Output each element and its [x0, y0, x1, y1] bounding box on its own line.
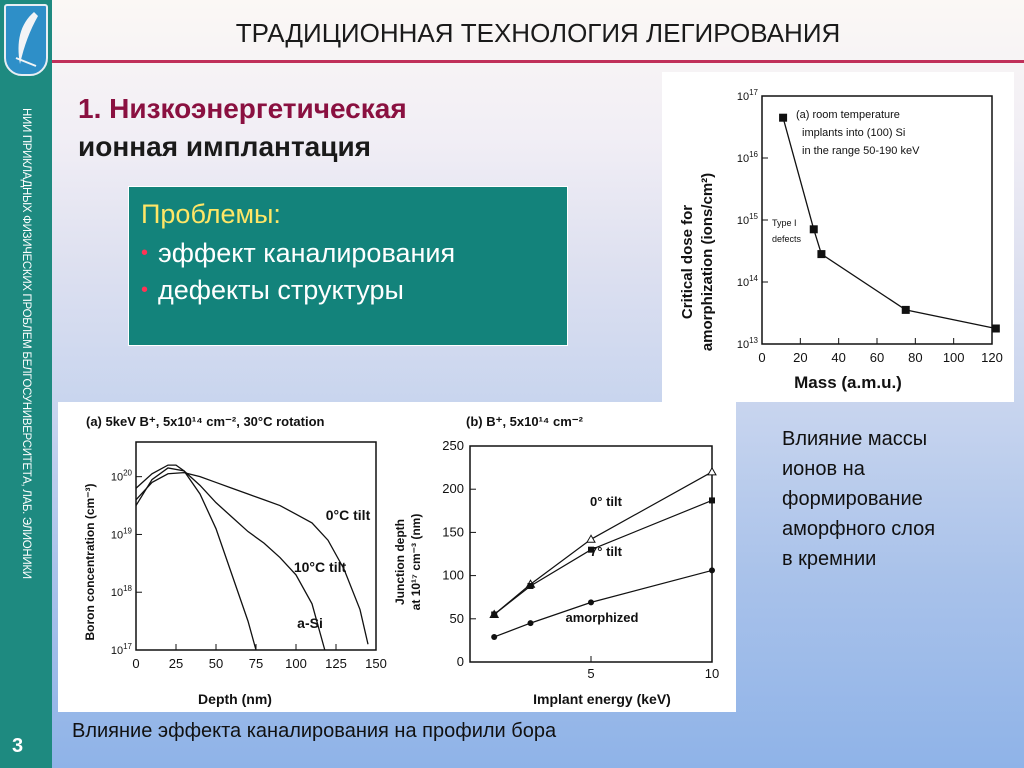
boron-x-tick-label: 100 [285, 656, 307, 671]
mass-y-tick-label: $10^{16}$ [736, 150, 758, 165]
mass-effect-caption [782, 424, 935, 574]
problems-heading: Проблемы: [141, 199, 281, 229]
boron-profile-chart-title: (a) 5keV B⁺, 5x10¹⁴ cm⁻², 30°C rotation [86, 414, 325, 429]
mass-chart-panel [662, 72, 1014, 402]
junction-series-line [494, 570, 712, 637]
junction-data-point [709, 567, 715, 573]
slide-title: ТРАДИЦИОННАЯ ТЕХНОЛОГИЯ ЛЕГИРОВАНИЯ [235, 18, 841, 48]
channeling-effect-caption: Влияние эффекта каналирования на профили бора [72, 720, 557, 742]
junction-data-point [528, 620, 534, 626]
mass-y-tick-label: $10^{15}$ [736, 212, 758, 227]
boron-series-label: 0°C tilt [325, 507, 371, 523]
junction-x-tick-label: 5 [587, 666, 595, 681]
boron-y-tick-label: $10^{20}$ [110, 468, 132, 484]
junction-chart-title: (b) B⁺, 5x10¹⁴ cm⁻² [466, 414, 583, 429]
mass-data-point [779, 114, 787, 122]
feather-emblem-icon [6, 6, 46, 74]
title-divider [52, 60, 1024, 63]
mass-data-point [810, 225, 818, 233]
mass-x-tick-label: 60 [869, 350, 885, 365]
caption-line: формирование [782, 488, 923, 510]
problem-item [141, 275, 555, 306]
mass-x-tick-label: 40 [831, 350, 846, 365]
caption-line: аморфного слоя [782, 518, 936, 540]
mass-x-tick-label: 120 [981, 350, 1003, 365]
caption-line: Влияние массы [782, 428, 928, 450]
boron-x-tick-label: 150 [365, 656, 387, 671]
sidebar-institution-text [14, 108, 38, 660]
defect-label-line: defects [772, 234, 802, 244]
junction-series-label: 0° tilt [590, 494, 622, 509]
junction-data-point [528, 583, 534, 589]
junction-chart-y-label-line: Junction depth [393, 519, 407, 605]
junction-chart-x-label: Implant energy (keV) [533, 691, 671, 707]
boron-y-tick-label: $10^{17}$ [110, 642, 132, 657]
junction-x-tick-label: 10 [704, 666, 720, 681]
sidebar-text: НИИ ПРИКЛАДНЫХ ФИЗИЧЕСКИХ ПРОБЛЕМ БЕЛГОСУНИВЕРСИТЕТА, ЛАБ. ЭЛИОНИКИ [20, 108, 32, 579]
mass-y-tick-label: $10^{17}$ [736, 88, 758, 103]
mass-x-tick-label: 100 [942, 350, 965, 365]
boron-profile-charts [58, 402, 736, 712]
junction-data-point [491, 611, 497, 617]
junction-y-tick-label: 200 [442, 481, 464, 497]
sidebar [0, 0, 52, 768]
boron-y-tick-label: $10^{19}$ [110, 526, 132, 542]
junction-data-point [588, 599, 594, 605]
boron-y-tick-label: $10^{18}$ [110, 584, 132, 600]
mass-chart-annotation-line: implants into (100) Si [802, 127, 906, 139]
caption-line: ионов на [782, 458, 865, 480]
boron-series-line [136, 465, 256, 650]
mass-x-tick-label: 0 [758, 350, 766, 365]
junction-y-tick-label: 50 [449, 610, 464, 626]
boron-x-tick-label: 0 [132, 656, 140, 671]
junction-data-point [587, 535, 595, 542]
boron-x-tick-label: 125 [325, 656, 347, 671]
caption-line: в кремнии [782, 548, 877, 570]
bullet-icon: • [141, 242, 149, 264]
problems-box [128, 186, 568, 346]
junction-chart-y-label-line: at 10¹⁷ cm⁻³ (nm) [409, 513, 423, 611]
junction-y-tick-label: 150 [442, 524, 464, 540]
mass-y-tick-label: $10^{14}$ [736, 274, 758, 289]
mass-chart-annotation-line: in the range 50-190 keV [802, 145, 920, 157]
problem-item-label: эффект каналирования [158, 238, 456, 268]
boron-charts-panel [58, 402, 736, 712]
junction-data-point [709, 497, 715, 503]
boron-series-label: 10°C tilt [293, 559, 347, 575]
problem-item-label: дефекты структуры [158, 275, 404, 305]
junction-y-tick-label: 250 [442, 438, 464, 453]
mass-y-tick-label: $10^{13}$ [736, 336, 758, 351]
subtitle-line-1: 1. Низкоэнергетическая [78, 93, 407, 124]
mass-chart-y-label-line: Critical dose for [679, 204, 696, 320]
junction-y-tick-label: 100 [442, 567, 464, 583]
bullet-icon: • [141, 279, 149, 301]
junction-y-tick-label: 0 [456, 654, 464, 669]
mass-data-point [992, 325, 1000, 333]
mass-data-point [902, 306, 910, 314]
boron-x-tick-label: 25 [168, 656, 184, 671]
junction-series-label: amorphized [565, 610, 639, 625]
mass-x-tick-label: 20 [793, 350, 808, 365]
subtitle-line-2: ионная имплантация [78, 131, 371, 162]
mass-chart-y-label-line: amorphization (ions/cm²) [699, 172, 716, 352]
section-subtitle [78, 90, 407, 166]
junction-data-point [491, 634, 497, 640]
university-logo [4, 4, 48, 76]
mass-data-point [817, 250, 825, 258]
problem-item [141, 238, 555, 269]
junction-series-label: 7° tilt [590, 544, 622, 559]
mass-chart-annotation-line: (a) room temperature [796, 109, 900, 121]
boron-profile-y-label: Boron concentration (cm⁻³) [83, 483, 97, 641]
boron-profile-x-label: Depth (nm) [198, 691, 272, 707]
junction-data-point [708, 468, 716, 475]
boron-x-tick-label: 75 [248, 656, 264, 671]
slide-number: 3 [12, 735, 24, 757]
critical-dose-vs-mass-chart [662, 72, 1014, 402]
mass-chart-x-label: Mass (a.m.u.) [794, 373, 902, 392]
boron-series-label: a-Si [297, 615, 323, 631]
boron-x-tick-label: 50 [208, 656, 224, 671]
mass-x-tick-label: 80 [908, 350, 923, 365]
defect-label-line: Type I [772, 218, 797, 228]
